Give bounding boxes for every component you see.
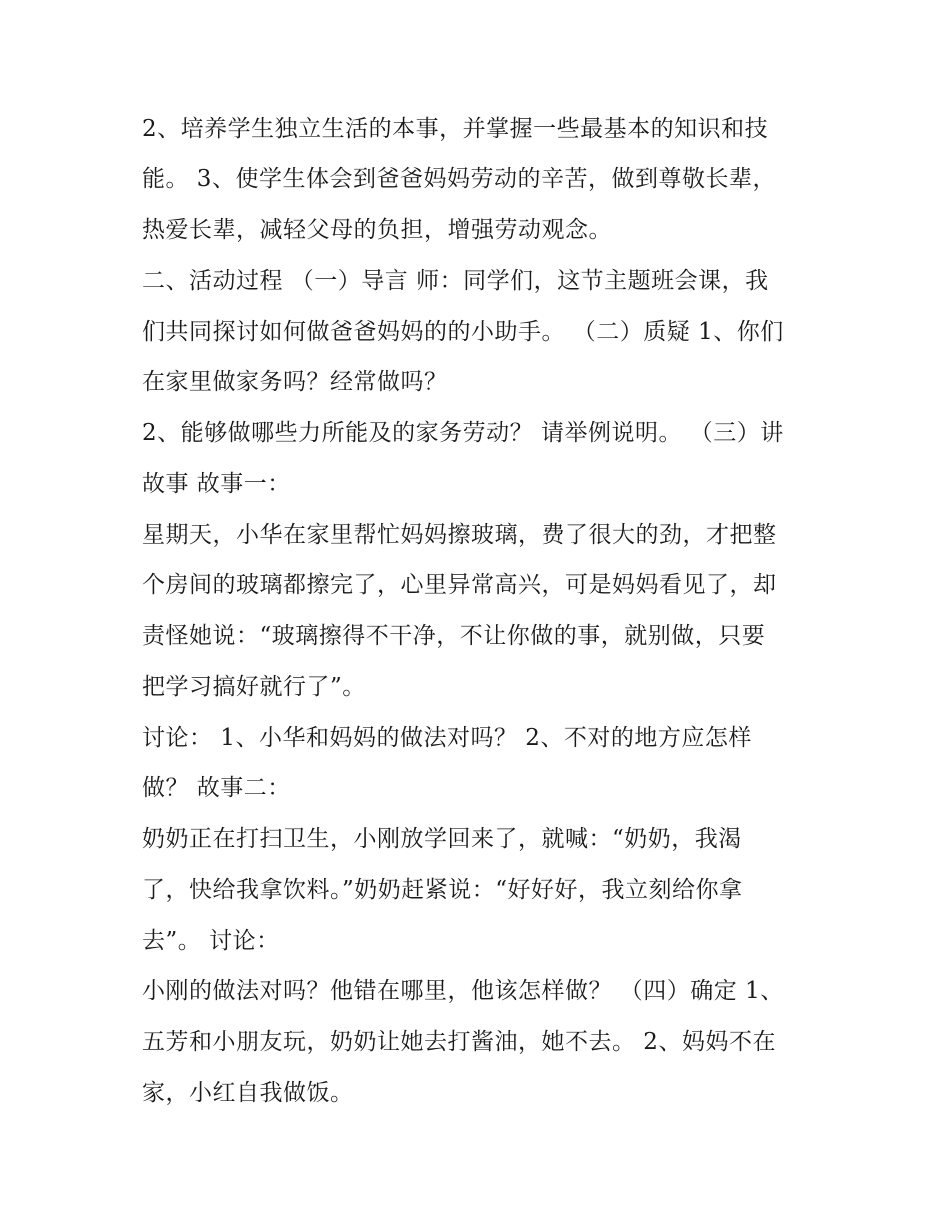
text-line: 小刚的做法对吗？他错在哪里，他该怎样做？ （四）确定 1、: [142, 978, 784, 1004]
text-line: 在家里做家务吗？经常做吗？: [142, 369, 448, 395]
text-line: 能。 3、使学生体会到爸爸妈妈劳动的辛苦，做到尊敬长辈，: [142, 166, 776, 192]
text-line: 个房间的玻璃都擦完了，心里异常高兴，可是妈妈看见了，却: [142, 572, 777, 598]
text-line: 故事 故事一：: [142, 471, 291, 497]
text-line: 五芳和小朋友玩，奶奶让她去打酱油，她不去。 2、妈妈不在: [142, 1029, 776, 1055]
text-line: 去”。 讨论：: [142, 928, 280, 954]
text-line: 二、活动过程 （一）导言 师：同学们，这节主题班会课，我: [142, 268, 769, 294]
text-line: 责怪她说：“玻璃擦得不干净，不让你做的事，就别做，只要: [142, 623, 766, 649]
text-line: 做？ 故事二：: [142, 775, 291, 801]
text-line: 把学习搞好就行了”。: [142, 674, 366, 700]
text-line: 讨论： 1、小华和妈妈的做法对吗？ 2、不对的地方应怎样: [142, 725, 752, 751]
text-line: 星期天，小华在家里帮忙妈妈擦玻璃，费了很大的劲，才把整: [142, 522, 777, 548]
text-line: 奶奶正在打扫卫生，小刚放学回来了，就喊：“奶奶，我渴: [142, 826, 742, 852]
text-line: 们共同探讨如何做爸爸妈妈的的小助手。 （二）质疑 1、你们: [142, 319, 784, 345]
text-line: 2、能够做哪些力所能及的家务劳动？ 请举例说明。 （三）讲: [142, 420, 784, 446]
text-line: 热爱长辈，减轻父母的负担，增强劳动观念。: [142, 217, 612, 243]
text-line: 家，小红自我做饭。: [142, 1080, 354, 1106]
text-line: 2、培养学生独立生活的本事，并掌握一些最基本的知识和技: [142, 116, 769, 142]
text-line: 了，快给我拿饮料。”奶奶赶紧说：“好好好，我立刻给你拿: [142, 877, 743, 903]
